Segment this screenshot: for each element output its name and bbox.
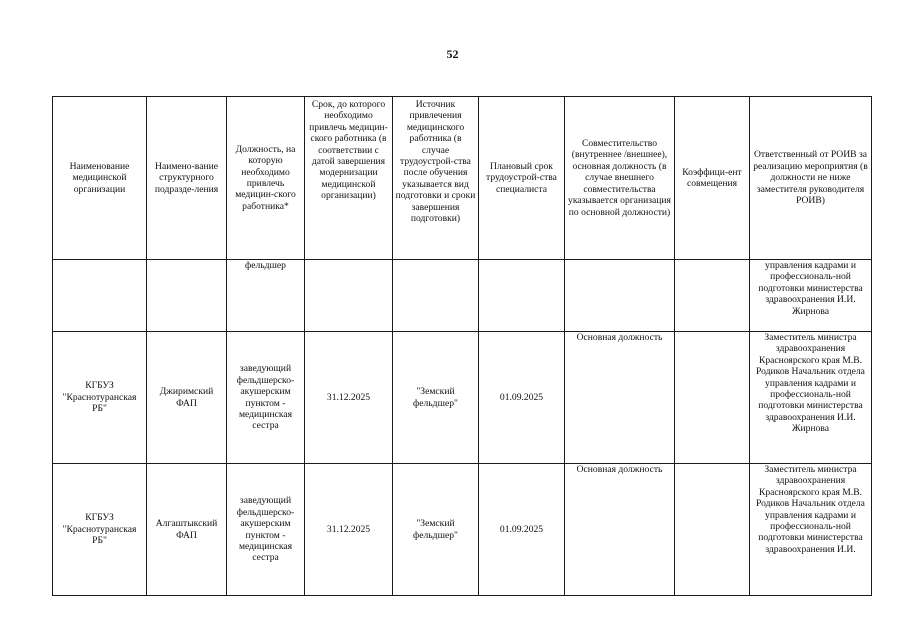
staffing-table (52, 96, 872, 596)
cell-combination (565, 260, 675, 332)
cell-responsible: управления кадрами и профессиональ-ной подготовки министерства здравоохранения И.И. Жирнова (750, 260, 872, 332)
cell-planned-date (479, 260, 565, 332)
header-combination: Совместительство (внутреннее /внешнее), основная должность (в случае внешнего совместительства указывается организация по основной должности) (565, 97, 675, 260)
cell-unit: Алгаштыкский ФАП (147, 464, 227, 596)
cell-combination: Основная должность (565, 464, 675, 596)
cell-source: "Земский фельдшер" (393, 332, 479, 464)
cell-source: "Земский фельдшер" (393, 464, 479, 596)
cell-planned-date: 01.09.2025 (479, 464, 565, 596)
header-row (53, 97, 872, 260)
cell-combination: Основная должность (565, 332, 675, 464)
table-row (53, 260, 872, 332)
header-deadline: Срок, до которого необходимо привлечь медицин-ского работника (в соответствии с датой завершения модернизации медицинской организации) (305, 97, 393, 260)
cell-deadline (305, 260, 393, 332)
cell-deadline: 31.12.2025 (305, 464, 393, 596)
table-row (53, 464, 872, 596)
table-row (53, 332, 872, 464)
cell-responsible: Заместитель министра здравоохранения Красноярского края М.В. Родиков Начальник отдела управления кадрами и профессиональ-ной подготовки министерства здравоохранения И.И. Жирнова (750, 332, 872, 464)
header-responsible: Ответственный от РОИВ за реализацию мероприятия (в должности не ниже заместителя руководителя РОИВ) (750, 97, 872, 260)
header-position: Должность, на которую необходимо привлечь медицин-ского работника* (227, 97, 305, 260)
cell-unit (147, 260, 227, 332)
cell-organization: КГБУЗ "Краснотуранская РБ" (53, 464, 147, 596)
cell-deadline: 31.12.2025 (305, 332, 393, 464)
cell-responsible: Заместитель министра здравоохранения Красноярского края М.В. Родиков Начальник отдела управления кадрами и профессиональ-ной подготовки министерства здравоохранения И.И. (750, 464, 872, 596)
cell-planned-date: 01.09.2025 (479, 332, 565, 464)
page-number: 52 (446, 47, 459, 61)
header-unit: Наимено-вание структурного подразде-ления (147, 97, 227, 260)
cell-organization: КГБУЗ "Краснотуранская РБ" (53, 332, 147, 464)
header-planned-date: Плановый срок трудоустрой-ства специалиста (479, 97, 565, 260)
cell-unit: Джиримский ФАП (147, 332, 227, 464)
cell-coefficient (675, 260, 750, 332)
cell-source (393, 260, 479, 332)
cell-coefficient (675, 464, 750, 596)
header-source: Источник привлечения медицинского работника (в случае трудоустрой-ства после обучения указывается вид подготовки и сроки завершения подготовки) (393, 97, 479, 260)
cell-organization (53, 260, 147, 332)
cell-coefficient (675, 332, 750, 464)
header-organization: Наименование медицинской организации (53, 97, 147, 260)
header-coefficient: Коэффици-ент совмещения (675, 97, 750, 260)
cell-position: заведующий фельдшерско-акушерским пунктом - медицинская сестра (227, 332, 305, 464)
cell-position: заведующий фельдшерско-акушерским пунктом - медицинская сестра (227, 464, 305, 596)
cell-position: фельдшер (227, 260, 305, 332)
